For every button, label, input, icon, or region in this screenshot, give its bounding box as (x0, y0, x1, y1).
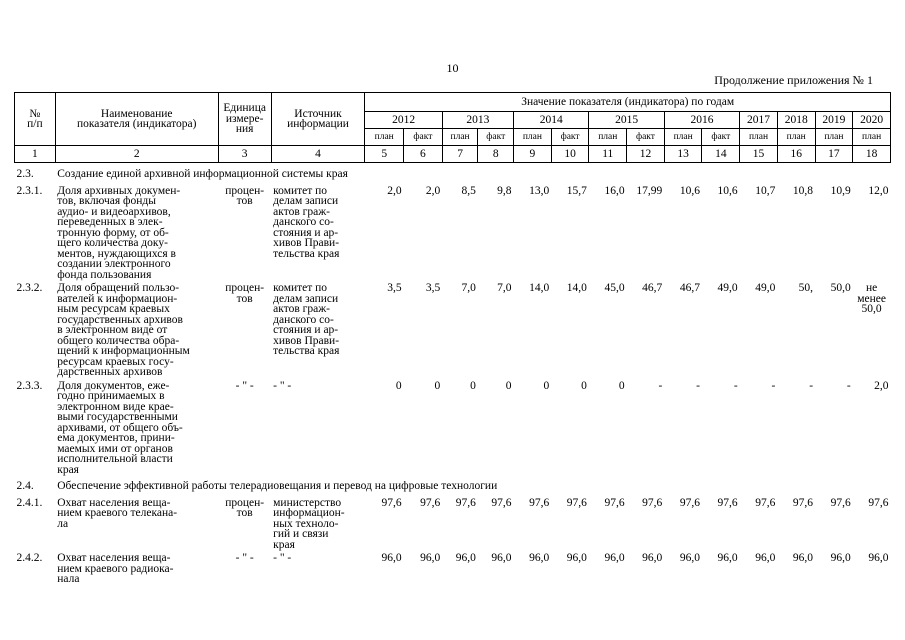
value-cell: - (733, 379, 738, 392)
column-number-cell: 15 (740, 146, 778, 163)
column-numbers-row (15, 146, 891, 163)
header-fact: факт (627, 129, 665, 146)
value-cell: 96,0 (717, 552, 738, 564)
column-number-cell: 12 (627, 146, 665, 163)
value-cell: 97,6 (679, 496, 700, 509)
header-plan: план (853, 129, 891, 146)
header-year-2020: 2020 (853, 112, 891, 129)
value-cell: 2,0 (425, 184, 441, 197)
indicator-unit: - " - (235, 379, 254, 392)
header-plan: план (442, 129, 478, 146)
indicator-number: 2.3.3. (16, 379, 43, 392)
page-number: 10 (446, 61, 459, 75)
header-fact: факт (404, 129, 443, 146)
column-number-cell: 2 (55, 146, 218, 163)
section-number: 2.3. (16, 168, 34, 180)
value-cell: 97,6 (566, 496, 587, 509)
value-cell: не менее 50,0 (857, 282, 886, 315)
header-fact: факт (702, 129, 740, 146)
section-row (15, 163, 891, 183)
value-cell: 10,9 (830, 184, 851, 197)
value-cell: 49,0 (755, 282, 776, 294)
header-name: Наименование показателя (индикатора) (55, 93, 218, 146)
continuation-note: Продолжение приложения № 1 (714, 73, 873, 87)
value-cell: 96,0 (792, 552, 814, 564)
header-year-2018: 2018 (777, 112, 815, 129)
column-number-cell: 11 (589, 146, 627, 163)
value-cell: 97,6 (455, 496, 476, 509)
value-cell: 7,0 (497, 282, 512, 294)
value-cell: 0 (543, 379, 550, 392)
value-cell: 14,0 (529, 282, 550, 294)
column-number-cell: 18 (853, 146, 891, 163)
header-year-2012: 2012 (365, 112, 442, 129)
indicator-source: комитет по делам записи актов граж- данского со- стояния и ар- хивов Прави- тельства края (273, 282, 340, 357)
column-number-cell: 17 (815, 146, 853, 163)
value-cell: 96,0 (830, 552, 851, 564)
indicator-source: комитет по делам записи актов граж- данского со- стояния и ар- хивов Прави- тельства края (273, 184, 340, 260)
column-number-cell: 10 (551, 146, 589, 163)
column-number-cell: 5 (365, 146, 404, 163)
indicator-number: 2.4.2. (16, 552, 43, 564)
table-row (15, 378, 891, 476)
header-plan: план (777, 129, 815, 146)
value-cell: 96,0 (529, 552, 550, 564)
header-year-2015: 2015 (589, 112, 664, 129)
value-cell: 45,0 (604, 282, 625, 294)
column-number-cell: 6 (404, 146, 443, 163)
value-cell: 12,0 (868, 184, 889, 197)
value-cell: 3,5 (387, 282, 402, 294)
value-cell: - (696, 379, 700, 392)
value-cell: 96,0 (679, 552, 700, 564)
value-cell: 0 (505, 379, 512, 392)
indicator-name: Доля архивных докумен- тов, включая фонды аудио- и видеоархивов, переведенных в элек- тронную форму, от об- щего количества доку- ментов, нуждающихся в создании электронного фонда пользования (57, 184, 181, 281)
value-cell: 7,0 (461, 282, 476, 294)
table-row (15, 495, 891, 551)
value-cell: 49,0 (717, 282, 738, 294)
value-cell: 9,8 (497, 184, 512, 197)
value-cell: 97,6 (830, 496, 851, 509)
header-num: № п/п (15, 93, 56, 146)
indicator-name: Охват населения веща- нием краевого радиока- нала (57, 552, 174, 585)
value-cell: 0 (581, 379, 587, 392)
header-values-title: Значение показателя (индикатора) по годам (365, 93, 891, 112)
header-plan: план (589, 129, 627, 146)
header-plan: план (514, 129, 552, 146)
value-cell: 96,0 (604, 552, 625, 564)
value-cell: - (771, 379, 776, 392)
value-cell: 0 (618, 379, 625, 392)
header-fact: факт (551, 129, 589, 146)
column-number-cell: 14 (702, 146, 740, 163)
header-year-2017: 2017 (740, 112, 778, 129)
value-cell: 97,6 (604, 496, 625, 509)
value-cell: 97,6 (529, 496, 550, 509)
value-cell: 96,0 (755, 552, 776, 564)
table-row (15, 550, 891, 585)
value-cell: - (658, 379, 663, 392)
indicator-name: Охват населения веща- нием краевого телекана- ла (57, 496, 178, 530)
value-cell: 97,6 (755, 496, 776, 509)
indicator-table (14, 92, 891, 585)
value-cell: 2,0 (387, 184, 402, 197)
value-cell: 15,7 (566, 184, 587, 197)
header-year-2013: 2013 (442, 112, 513, 129)
value-cell: 50,0 (830, 282, 851, 294)
value-cell: 10,7 (755, 184, 776, 197)
indicator-unit: процен- тов (225, 282, 265, 305)
header-year-2016: 2016 (664, 112, 739, 129)
value-cell: 0 (395, 379, 402, 392)
value-cell: - (809, 379, 814, 392)
value-cell: 0 (434, 379, 441, 392)
value-cell: 17,99 (636, 184, 663, 197)
value-cell: 97,6 (420, 496, 441, 509)
indicator-source: - " - (273, 552, 292, 564)
column-number-cell: 4 (271, 146, 365, 163)
value-cell: 10,6 (717, 184, 738, 197)
value-cell: 13,0 (529, 184, 550, 197)
value-cell: 96,0 (420, 552, 441, 564)
indicator-name: Доля документов, еже- годно принимаемых в электронном виде крае- выми государственными архивами, от общего объ- ема документов, прини- маемых ими от органов исполнительной власти края (57, 379, 183, 476)
column-number-cell: 7 (442, 146, 478, 163)
section-title: Обеспечение эффективной работы телерадиовещания и перевод на цифровые технологии (57, 480, 498, 492)
header-plan: план (664, 129, 702, 146)
indicator-name: Доля обращений пользо- вателей к информацион- ным ресурсам краевых государственных архивов в электронном виде от общего количества обра- щений к информационным ресурсам краевых госу- дарственных архивов (57, 282, 190, 378)
value-cell: 96,0 (868, 552, 889, 564)
header-plan: план (815, 129, 853, 146)
value-cell: 96,0 (381, 552, 402, 564)
column-number-cell: 3 (218, 146, 271, 163)
header-source: Источник информации (271, 93, 365, 146)
value-cell: 96,0 (642, 552, 663, 564)
column-number-cell: 8 (478, 146, 514, 163)
value-cell: 46,7 (642, 282, 663, 294)
value-cell: 8,5 (461, 184, 476, 197)
value-cell: 97,6 (642, 496, 663, 509)
header-plan: план (740, 129, 778, 146)
indicator-number: 2.3.2. (16, 282, 43, 294)
indicator-number: 2.4.1. (16, 496, 43, 509)
column-number-cell: 13 (664, 146, 702, 163)
value-cell: 97,6 (381, 496, 402, 509)
indicator-unit: - " - (235, 552, 254, 564)
value-cell: - (846, 379, 851, 392)
header-unit: Единица измере- ния (218, 93, 271, 146)
indicator-unit: процен- тов (225, 184, 265, 207)
indicator-unit: процен- тов (225, 496, 265, 519)
value-cell: 97,6 (868, 496, 889, 509)
value-cell: 96,0 (455, 552, 476, 564)
indicator-source: министерство информацион- ных техноло- гий и связи края (273, 496, 345, 551)
table-row (15, 183, 891, 281)
header-fact: факт (478, 129, 514, 146)
indicator-number: 2.3.1. (16, 184, 43, 197)
value-cell: 10,8 (792, 184, 814, 197)
column-number-cell: 16 (777, 146, 815, 163)
indicator-source: - " - (273, 379, 292, 392)
header-year-2014: 2014 (514, 112, 589, 129)
value-cell: 50, (798, 282, 814, 294)
section-title: Создание единой архивной информационной системы края (57, 168, 348, 180)
section-row (15, 475, 891, 495)
value-cell: 0 (470, 379, 476, 392)
header-plan: план (365, 129, 404, 146)
value-cell: 97,6 (717, 496, 738, 509)
value-cell: 16,0 (604, 184, 625, 197)
header-year-2019: 2019 (815, 112, 853, 129)
column-number-cell: 9 (514, 146, 552, 163)
value-cell: 96,0 (566, 552, 587, 564)
section-number: 2.4. (16, 480, 34, 492)
value-cell: 97,6 (792, 496, 814, 509)
value-cell: 3,5 (425, 282, 441, 294)
table-row (15, 280, 891, 378)
value-cell: 46,7 (679, 282, 700, 294)
column-number-cell: 1 (15, 146, 56, 163)
value-cell: 10,6 (679, 184, 700, 197)
value-cell: 96,0 (491, 552, 512, 564)
value-cell: 14,0 (566, 282, 587, 294)
value-cell: 2,0 (874, 379, 889, 392)
value-cell: 97,6 (491, 496, 512, 509)
table-body (15, 163, 891, 585)
